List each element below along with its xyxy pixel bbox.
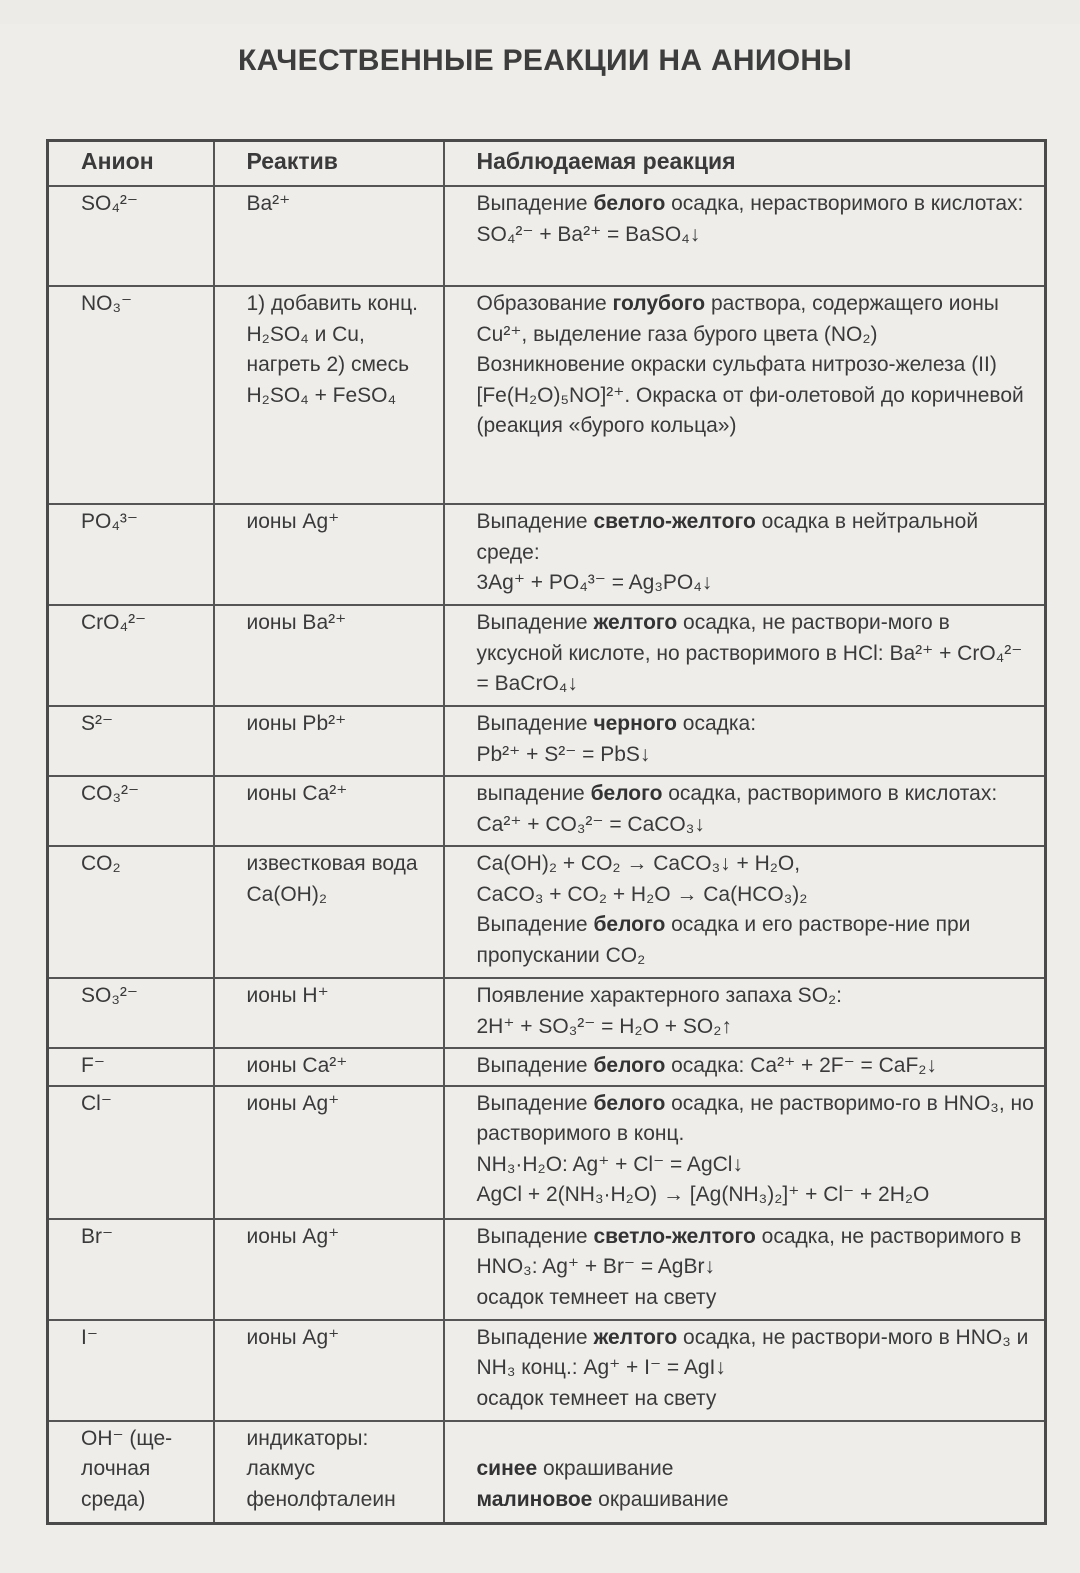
- table-row: [48, 286, 1046, 504]
- anion-cell: OH⁻ (ще-лочная среда): [48, 1421, 214, 1524]
- reaction-text: осадка, не растворимого в HNO₃: Ag⁺ + Br⁻ = AgBr↓: [476, 1224, 1022, 1278]
- reaction-text: осадок темнеет на свету: [476, 1285, 717, 1309]
- reaction-cell: [444, 706, 1046, 776]
- reaction-cell: [444, 186, 1046, 286]
- highlighted-color-word: желтого: [593, 611, 678, 634]
- reagent-cell: ионы Ag⁺: [214, 1320, 444, 1421]
- reaction-text: осадка: Ca²⁺ + 2F⁻ = CaF₂↓: [665, 1054, 937, 1077]
- highlighted-color-word: малиновое: [476, 1487, 593, 1511]
- reagent-cell: индикаторы: лакмус фенолфталеин: [214, 1421, 444, 1524]
- reagent-cell: ионы Pb²⁺: [214, 706, 444, 776]
- reaction-text: Возникновение окраски сульфата нитрозо-железа (II) [Fe(H₂O)₅NO]²⁺. Окраска от фи-олетовой до коричневой (реакция «бурого кольца»): [476, 353, 1024, 437]
- reaction-text: SO₄²⁻ + Ba²⁺ = BaSO₄↓: [476, 222, 701, 246]
- highlighted-color-word: белого: [593, 1054, 666, 1077]
- anion-cell: SO₄²⁻: [48, 186, 214, 286]
- reaction-text: осадка, не раствори-мого в HNO₃ и NH₃ конц.: Ag⁺ + I⁻ = AgI↓: [476, 1325, 1029, 1379]
- reaction-text: Выпадение: [476, 1224, 594, 1248]
- reaction-text: Ca(OH)₂ + CO₂ → CaCO₃↓ + H₂O,: [476, 852, 801, 875]
- anion-cell: F⁻: [48, 1048, 214, 1086]
- header-reagent: Реактив: [214, 141, 444, 187]
- reaction-text: осадок темнеет на свету: [476, 1386, 717, 1410]
- reaction-text: окрашивание: [537, 1457, 674, 1480]
- reaction-text: осадка, не раствори-мого в уксусной кислоте, но растворимого в HCl: Ba²⁺ + CrO₄²⁻ = BaCrO₄↓: [476, 611, 1023, 695]
- reaction-text: NH₃·H₂O: Ag⁺ + Cl⁻ = AgCl↓: [476, 1152, 743, 1176]
- reaction-cell: [444, 1219, 1046, 1320]
- anion-cell: NO₃⁻: [48, 286, 214, 504]
- reaction-text: Выпадение: [476, 1054, 594, 1077]
- reaction-text: 3Ag⁺ + PO₄³⁻ = Ag₃PO₄↓: [476, 571, 713, 594]
- header-reaction: Наблюдаемая реакция: [444, 141, 1046, 187]
- reagent-cell: ионы Ag⁺: [214, 1086, 444, 1219]
- reagent-cell: ионы Ba²⁺: [214, 605, 444, 706]
- reaction-cell: [444, 1086, 1046, 1219]
- anion-cell: Cl⁻: [48, 1086, 214, 1219]
- table-row: [48, 1219, 1046, 1320]
- highlighted-color-word: белого: [593, 192, 666, 215]
- table-row: [48, 1086, 1046, 1219]
- reaction-cell: [444, 1320, 1046, 1421]
- reaction-cell: [444, 1421, 1046, 1524]
- anion-cell: SO₃²⁻: [48, 978, 214, 1048]
- table-row: [48, 1421, 1046, 1524]
- reagent-cell: ионы H⁺: [214, 978, 444, 1048]
- table-row: [48, 706, 1046, 776]
- reaction-text: Pb²⁺ + S²⁻ = PbS↓: [476, 742, 651, 766]
- reagent-cell: ионы Ag⁺: [214, 504, 444, 605]
- table-row: [48, 186, 1046, 286]
- highlighted-color-word: синее: [476, 1457, 538, 1480]
- anion-reactions-table: [46, 139, 1047, 1525]
- reaction-cell: [444, 504, 1046, 605]
- anion-cell: CO₂: [48, 846, 214, 978]
- reagent-cell: ионы Ca²⁺: [214, 776, 444, 846]
- table-row: [48, 504, 1046, 605]
- reaction-text: осадка, растворимого в кислотах: Ca²⁺ + CO₃²⁻ = CaCO₃↓: [476, 782, 998, 836]
- highlighted-color-word: белого: [593, 1091, 666, 1115]
- header-anion: Анион: [48, 141, 214, 187]
- highlighted-color-word: белого: [593, 913, 666, 936]
- reaction-text: Выпадение: [476, 712, 594, 735]
- reaction-text: осадка:: [676, 712, 757, 735]
- reaction-text: осадка, нерастворимого в кислотах:: [665, 192, 1024, 215]
- reaction-text: Появление характерного запаха SO₂:: [476, 984, 843, 1007]
- reaction-cell: [444, 776, 1046, 846]
- highlighted-color-word: светло-желтого: [593, 1224, 756, 1248]
- reaction-text: 2H⁺ + SO₃²⁻ = H₂O + SO₂↑: [476, 1014, 732, 1038]
- reaction-cell: [444, 978, 1046, 1048]
- reaction-text: AgCl + 2(NH₃·H₂O) → [Ag(NH₃)₂]⁺ + Cl⁻ + 2H₂O: [476, 1183, 930, 1206]
- highlighted-color-word: желтого: [593, 1325, 678, 1349]
- table-header-row: [48, 141, 1046, 187]
- reaction-text: осадка, не растворимо-го в HNO₃, но растворимого в конц.: [476, 1091, 1034, 1145]
- reaction-text: Выпадение: [476, 1325, 594, 1349]
- anion-cell: Br⁻: [48, 1219, 214, 1320]
- reaction-text: Выпадение: [476, 913, 594, 936]
- reaction-text: осадка в нейтральной среде:: [476, 510, 979, 564]
- reaction-cell: [444, 846, 1046, 978]
- reagent-cell: Ba²⁺: [214, 186, 444, 286]
- reaction-text: Выпадение: [476, 1091, 594, 1115]
- highlighted-color-word: светло-желтого: [593, 510, 756, 533]
- anion-cell: PO₄³⁻: [48, 504, 214, 605]
- anion-cell: CrO₄²⁻: [48, 605, 214, 706]
- table-row: [48, 776, 1046, 846]
- reaction-text: Выпадение: [476, 510, 594, 533]
- anion-cell: I⁻: [48, 1320, 214, 1421]
- highlighted-color-word: голубого: [612, 292, 706, 315]
- table-row: [48, 1048, 1046, 1086]
- reaction-text: окрашивание: [592, 1487, 729, 1511]
- reaction-text: Образование: [476, 292, 613, 315]
- reagent-cell: ионы Ca²⁺: [214, 1048, 444, 1086]
- reagent-cell: известковая вода Ca(OH)₂: [214, 846, 444, 978]
- reaction-cell: [444, 1048, 1046, 1086]
- reaction-text: Выпадение: [476, 611, 594, 634]
- anion-cell: S²⁻: [48, 706, 214, 776]
- table-row: [48, 605, 1046, 706]
- reaction-cell: [444, 286, 1046, 504]
- highlighted-color-word: белого: [590, 782, 663, 805]
- highlighted-color-word: черного: [593, 712, 677, 735]
- table-row: [48, 978, 1046, 1048]
- reagent-cell: 1) добавить конц. H₂SO₄ и Cu, нагреть 2) смесь H₂SO₄ + FeSO₄: [214, 286, 444, 504]
- reaction-text: Выпадение: [476, 192, 594, 215]
- reaction-text: CaCO₃ + CO₂ + H₂O → Ca(HCO₃)₂: [476, 882, 808, 906]
- anion-cell: CO₃²⁻: [48, 776, 214, 846]
- table-row: [48, 1320, 1046, 1421]
- reaction-text: осадка и его растворе-ние при пропускании CO₂: [476, 913, 971, 967]
- reaction-text: раствора, содержащего ионы Cu²⁺, выделение газа бурого цвета (NO₂): [476, 292, 999, 346]
- table-row: [48, 846, 1046, 978]
- reaction-text: выпадение: [476, 782, 591, 805]
- reaction-cell: [444, 605, 1046, 706]
- reagent-cell: ионы Ag⁺: [214, 1219, 444, 1320]
- page-title: КАЧЕСТВЕННЫЕ РЕАКЦИИ НА АНИОНЫ: [237, 44, 853, 77]
